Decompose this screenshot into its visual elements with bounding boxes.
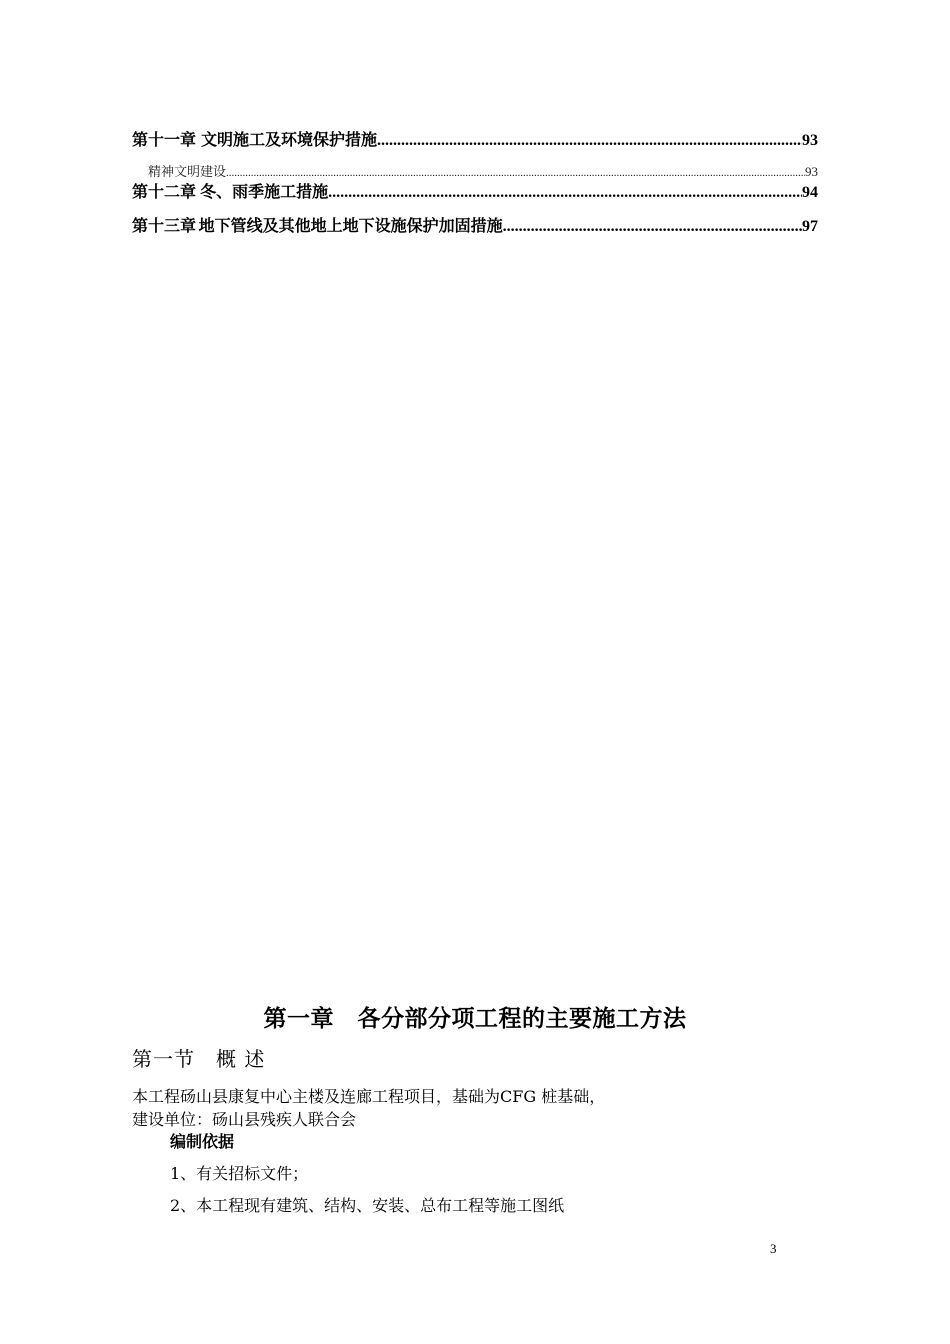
toc-page-number: 93 — [805, 164, 818, 179]
toc-entry-title: 精神文明建设 — [148, 165, 227, 180]
paragraph-line: 建设单位：砀山县残疾人联合会 — [132, 1110, 357, 1129]
toc-chapter-number: 第十一章 — [132, 130, 197, 149]
list-item: 2、本工程现有建筑、结构、安装、总布工程等施工图纸 — [170, 1196, 565, 1215]
page-number: 3 — [770, 1241, 777, 1256]
toc-entry-subsection[interactable] — [132, 162, 818, 182]
toc-dot-leader — [328, 181, 802, 204]
toc-page-number: 97 — [802, 218, 818, 235]
toc-entry-title: 地下管线及其他地上地下设施保护加固措施 — [198, 216, 503, 235]
toc-entry-chapter-13[interactable] — [132, 214, 818, 238]
chapter-title: 第一章 各分部分项工程的主要施工方法 — [263, 1006, 687, 1032]
toc-chapter-number: 第十二章 — [132, 182, 197, 201]
section-title: 第一节 概 述 — [132, 1047, 266, 1071]
toc-entry-title: 文明施工及环境保护措施 — [201, 130, 378, 149]
toc-page-number: 93 — [802, 132, 818, 149]
toc-chapter-number: 第十三章 — [132, 216, 197, 235]
toc-dot-leader — [503, 215, 802, 238]
toc-entry-title: 冬、雨季施工措施 — [200, 182, 329, 201]
toc-entry-chapter-12[interactable] — [132, 180, 818, 204]
basis-heading: 编制依据 — [170, 1132, 235, 1151]
list-item: 1、有关招标文件； — [170, 1164, 309, 1183]
paragraph-line: 本工程砀山县康复中心主楼及连廊工程项目，基础为CFG 桩基础， — [132, 1087, 606, 1106]
toc-entry-chapter-11[interactable] — [132, 128, 818, 152]
toc-page-number: 94 — [802, 184, 818, 201]
toc-dot-leader — [377, 129, 802, 152]
